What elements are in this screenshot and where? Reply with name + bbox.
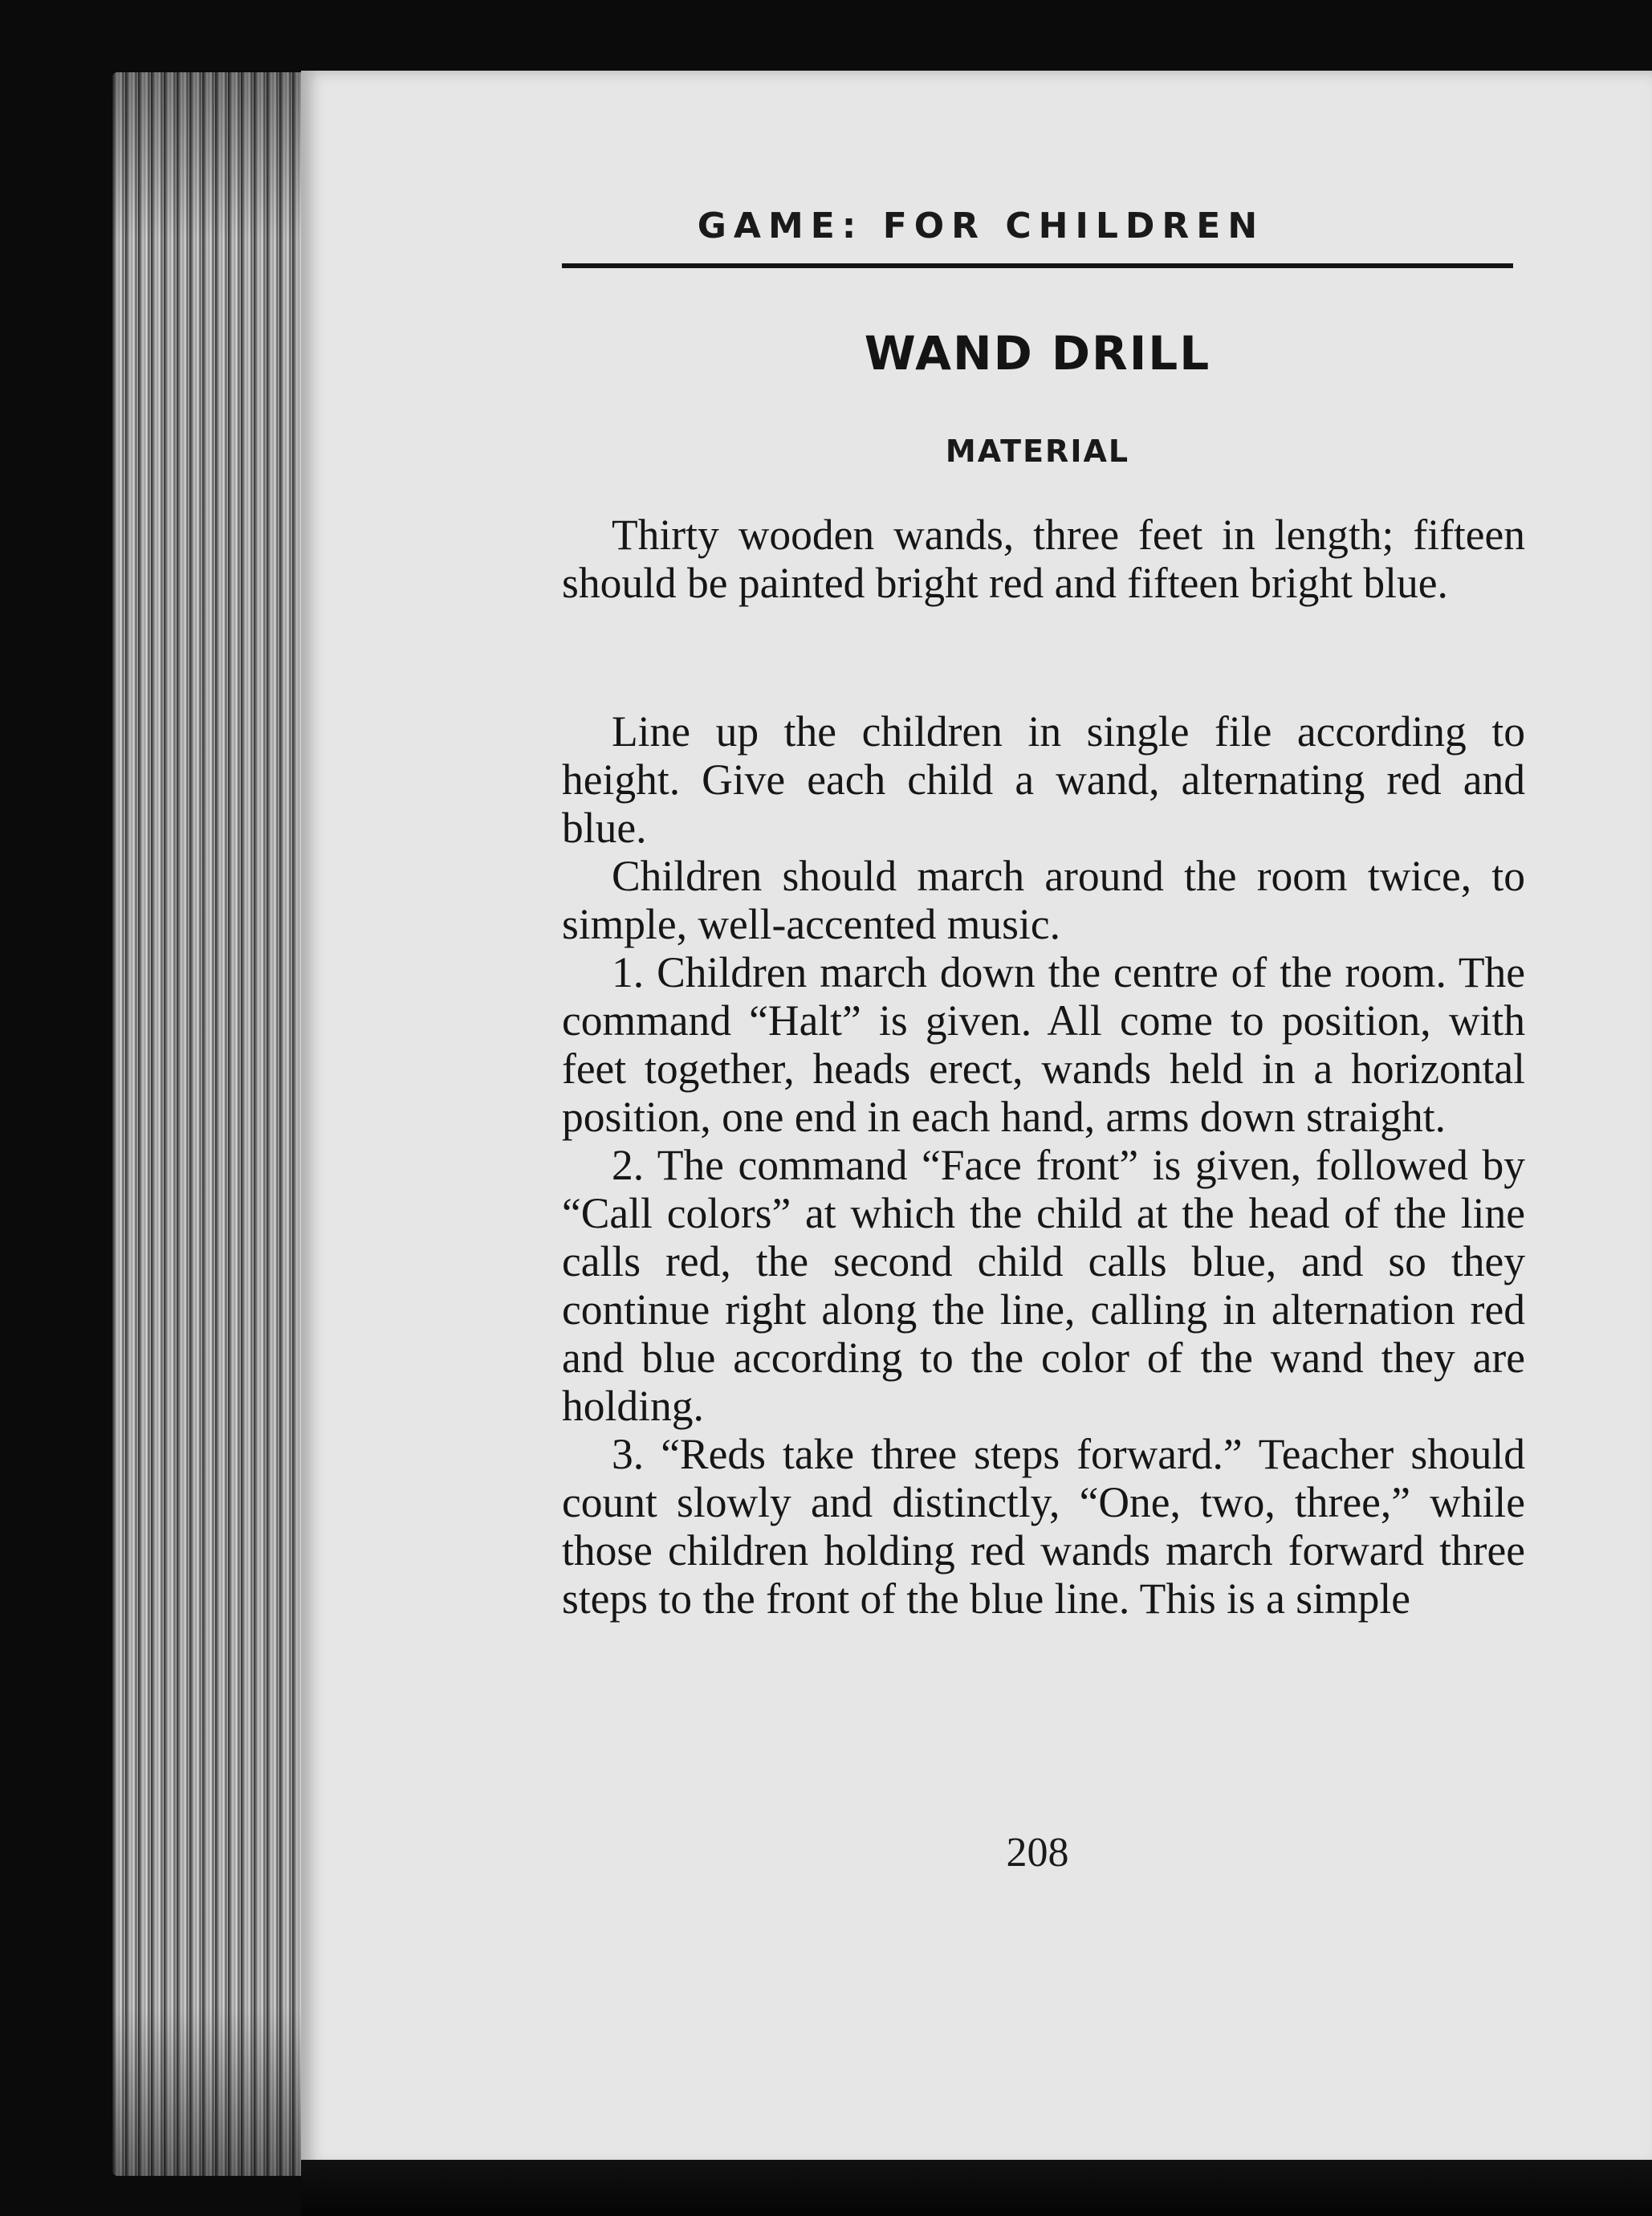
running-head: GAME: FOR CHILDREN	[697, 206, 1265, 246]
paragraph-march: Children should march around the room twice, to simple, well-accented music.	[562, 852, 1525, 948]
section-subheading: MATERIAL	[945, 434, 1130, 469]
instructions-block	[562, 707, 1525, 1623]
book-page	[301, 71, 1652, 2168]
page-number: 208	[1006, 1830, 1069, 1876]
bottom-shadow	[301, 2160, 1652, 2216]
paragraph-step-2: 2. The command “Face front” is given, followed by “Call colors” at which the child at the head of the line calls red, the second child calls blue, and so they continue right along the line, calling in alternation red and blue according to the color of the wand they are holding.	[562, 1141, 1525, 1430]
book-page-edges	[112, 72, 313, 2176]
material-paragraph: Thirty wooden wands, three feet in length; fifteen should be painted bright red and fifteen bright blue.	[562, 511, 1525, 607]
header-rule	[562, 263, 1513, 268]
section-title: WAND DRILL	[864, 326, 1211, 381]
paragraph-step-3: 3. “Reds take three steps forward.” Teacher should count slowly and distinctly, “One, two, three,” while those children holding red wands march forward three steps to the front of the blue line. This is a simple	[562, 1430, 1525, 1623]
paragraph-lineup: Line up the children in single file according to height. Give each child a wand, alternating red and blue.	[562, 707, 1525, 852]
material-block	[562, 511, 1525, 607]
paragraph-step-1: 1. Children march down the centre of the room. The command “Halt” is given. All come to position, with feet together, heads erect, wands held in a horizontal position, one end in each hand, arms down straight.	[562, 948, 1525, 1141]
